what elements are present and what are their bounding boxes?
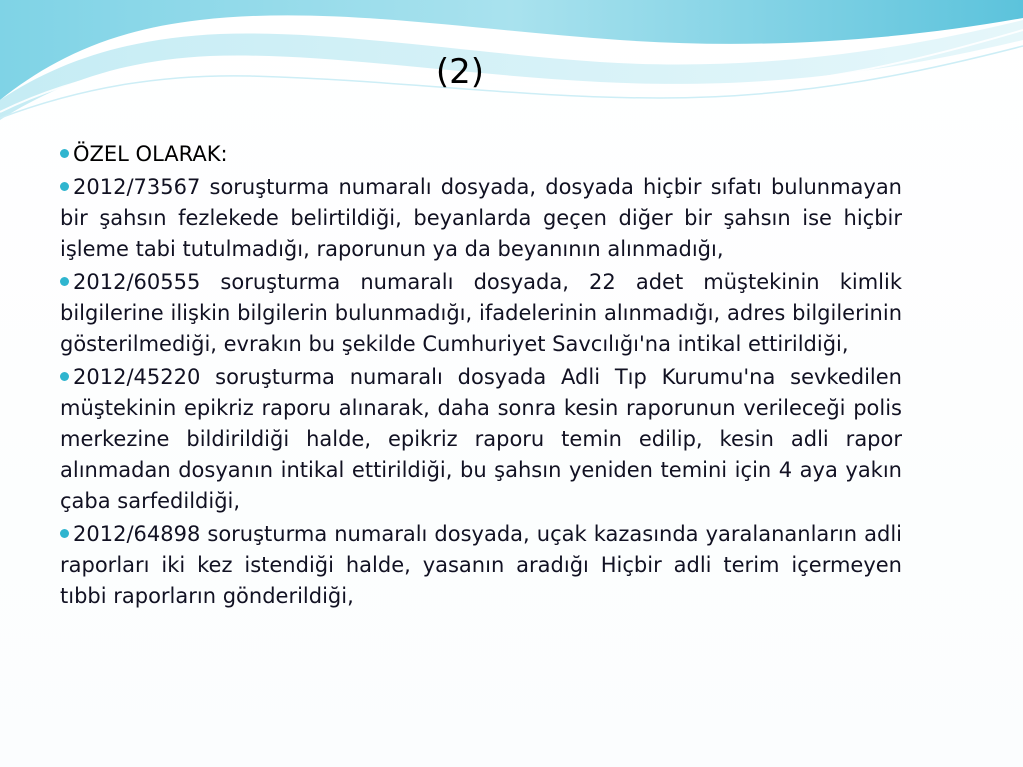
list-item-heading bbox=[60, 139, 902, 170]
bullet-list bbox=[60, 139, 902, 614]
bullet-icon bbox=[60, 529, 69, 538]
heading-text: ÖZEL OLARAK: bbox=[73, 142, 228, 166]
list-item-text: 2012/60555 soruşturma numaralı dosyada, 22 adet müştekinin kimlik bilgilerine ilişkin bilgilerin bulunmadığı, ifadelerinin alınmadığı, adres bilgilerinin gösterilmediği, evrakın bu şekilde Cumhuriyet Savcılığı'na intikal ettirildiği, bbox=[60, 270, 902, 356]
bullet-icon bbox=[60, 372, 69, 381]
list-item bbox=[60, 267, 902, 360]
bullet-icon bbox=[60, 149, 69, 158]
slide-title: (2) bbox=[435, 52, 485, 92]
list-item bbox=[60, 519, 902, 612]
bullet-icon bbox=[60, 277, 69, 286]
list-item-text: 2012/45220 soruşturma numaralı dosyada Adli Tıp Kurumu'na sevkedilen müştekinin epikriz raporu alınarak, daha sonra kesin raporunun verileceği polis merkezine bildirildiği halde, epikriz raporu temin edilip, kesin adli rapor alınmadan dosyanın intikal ettirildiği, bu şahsın yeniden temini için 4 aya yakın çaba sarfedildiği, bbox=[60, 365, 902, 513]
list-item bbox=[60, 172, 902, 265]
bullet-icon bbox=[60, 182, 69, 191]
list-item bbox=[60, 362, 902, 517]
list-item-text: 2012/64898 soruşturma numaralı dosyada, uçak kazasında yaralananların adli raporları iki kez istendiği halde, yasanın aradığı Hiçbir adli terim içermeyen tıbbi raporların gönderildiği, bbox=[60, 522, 902, 608]
list-item-text: 2012/73567 soruşturma numaralı dosyada, dosyada hiçbir sıfatı bulunmayan bir şahsın fezlekede belirtildiği, beyanlarda geçen diğer bir şahsın ise hiçbir işleme tabi tutulmadığı, raporunun ya da beyanının alınmadığı, bbox=[60, 175, 902, 261]
